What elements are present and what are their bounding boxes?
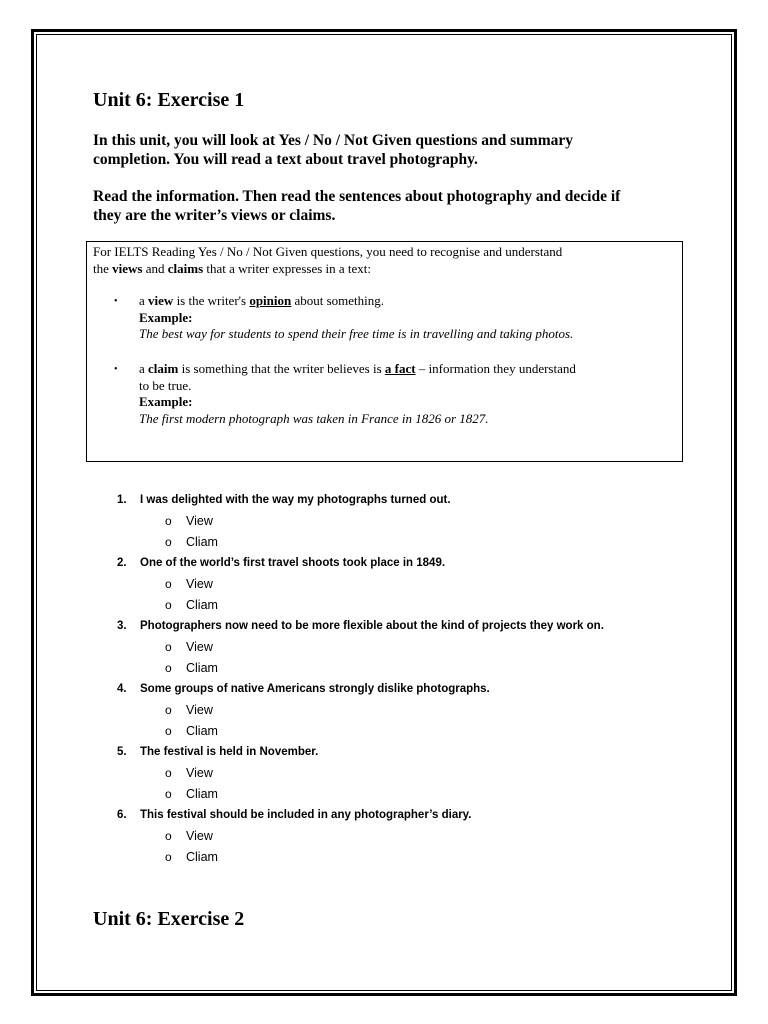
question-text: Photographers now need to be more flexible about the kind of projects they work on. (140, 620, 604, 632)
option-claim[interactable]: Cliam (186, 850, 218, 864)
fact-keyword: a fact (384, 361, 416, 376)
option-view[interactable]: View (186, 829, 213, 843)
question-number: 3. (117, 620, 127, 632)
question-number: 2. (117, 557, 127, 569)
view-term: view (148, 293, 174, 308)
option-view[interactable]: View (186, 640, 213, 654)
radio-marker-icon[interactable]: o (165, 640, 172, 654)
option-view[interactable]: View (186, 577, 213, 591)
radio-marker-icon[interactable]: o (165, 850, 172, 864)
question-number: 1. (117, 494, 127, 506)
option-claim[interactable]: Cliam (186, 661, 218, 675)
radio-marker-icon[interactable]: o (165, 577, 172, 591)
radio-marker-icon[interactable]: o (165, 724, 172, 738)
question-text: I was delighted with the way my photographs turned out. (140, 494, 451, 506)
view-definition-line: a view is the writer's opinion about something. (139, 293, 385, 308)
instruction-line-1: Read the information. Then read the sentences about photography and decide if (93, 188, 621, 205)
instruction-line-2: they are the writer’s views or claims. (93, 207, 336, 224)
question-number: 4. (117, 683, 127, 695)
radio-marker-icon[interactable]: o (165, 703, 172, 717)
option-claim[interactable]: Cliam (186, 724, 218, 738)
info-intro (93, 244, 562, 277)
radio-marker-icon[interactable]: o (165, 535, 172, 549)
exercise-2-title: Unit 6: Exercise 2 (93, 908, 245, 930)
claim-definition-line-2: to be true. (139, 377, 192, 393)
question-text: The festival is held in November. (140, 746, 319, 758)
info-line-2: the views and claims that a writer expresses in a text: (93, 260, 372, 276)
radio-marker-icon[interactable]: o (165, 598, 172, 612)
option-claim[interactable]: Cliam (186, 787, 218, 801)
views-term: views (112, 260, 143, 276)
option-claim[interactable]: Cliam (186, 598, 218, 612)
radio-marker-icon[interactable]: o (165, 829, 172, 843)
radio-marker-icon[interactable]: o (165, 661, 172, 675)
opinion-keyword: opinion (249, 293, 292, 308)
question-number: 5. (117, 746, 127, 758)
claim-definition-line: a claim is something that the writer believes is a fact – information they understand (139, 361, 576, 376)
question-number: 6. (117, 809, 127, 821)
option-view[interactable]: View (186, 766, 213, 780)
info-line-1: For IELTS Reading Yes / No / Not Given questions, you need to recognise and understand (93, 244, 563, 259)
exercise-1-title: Unit 6: Exercise 1 (93, 89, 245, 111)
view-definition (139, 293, 573, 343)
claim-term: claim (148, 361, 179, 376)
intro-paragraph (93, 131, 693, 169)
view-example: The best way for students to spend their free time is in travelling and taking photos. (139, 326, 574, 341)
question-text: Some groups of native Americans strongly dislike photographs. (140, 683, 490, 695)
instruction-paragraph (93, 187, 693, 225)
claim-example-label: Example: (139, 394, 193, 409)
bullet-view: • (114, 296, 118, 307)
radio-marker-icon[interactable]: o (165, 766, 172, 780)
option-view[interactable]: View (186, 514, 213, 528)
question-text: One of the world’s first travel shoots took place in 1849. (140, 557, 446, 569)
claim-example: The first modern photograph was taken in France in 1826 or 1827. (139, 410, 489, 426)
claim-definition (139, 361, 576, 427)
radio-marker-icon[interactable]: o (165, 514, 172, 528)
view-example-label: Example: (139, 309, 193, 325)
question-text: This festival should be included in any photographer’s diary. (140, 809, 472, 821)
intro-line-2: completion. You will read a text about travel photography. (93, 151, 478, 168)
intro-line-1: In this unit, you will look at Yes / No / Not Given questions and summary (93, 132, 574, 149)
option-view[interactable]: View (186, 703, 213, 717)
page-border-inner (36, 34, 732, 991)
option-claim[interactable]: Cliam (186, 535, 218, 549)
radio-marker-icon[interactable]: o (165, 787, 172, 801)
claims-term: claims (167, 260, 204, 276)
bullet-claim: • (114, 364, 118, 375)
